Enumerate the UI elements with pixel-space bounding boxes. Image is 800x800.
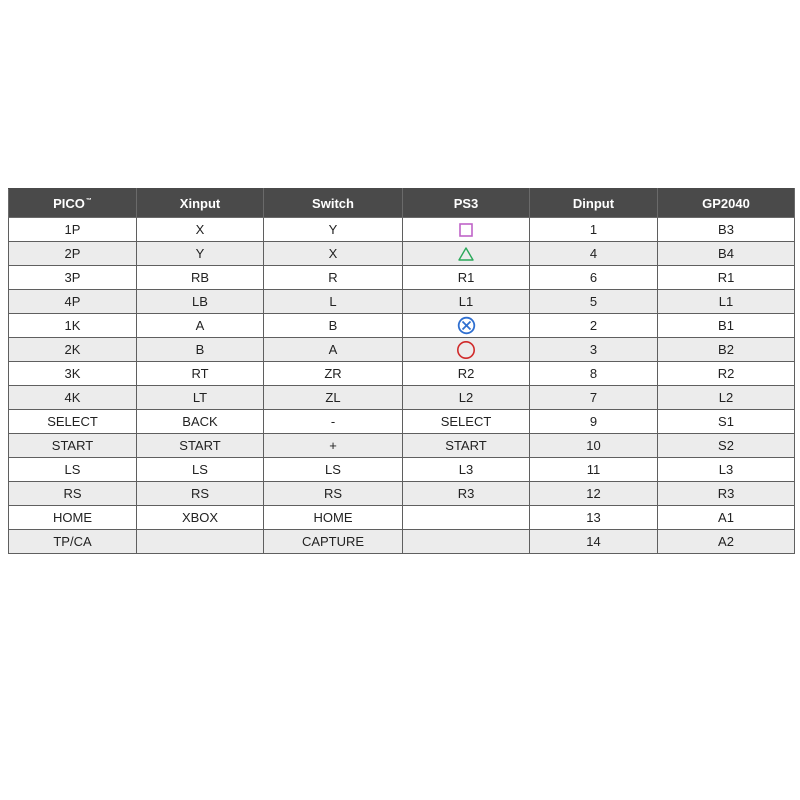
cell-xinput: LT [137, 386, 264, 410]
cell-switch: LS [264, 458, 403, 482]
header-xinput: Xinput [137, 189, 264, 218]
cell-dinput: 4 [530, 242, 658, 266]
button-mapping-table [8, 188, 795, 554]
table-row [9, 530, 795, 554]
cell-dinput: 12 [530, 482, 658, 506]
cell-pico: 1P [9, 218, 137, 242]
cell-ps3 [403, 218, 530, 242]
cell-gp2040: B2 [658, 338, 795, 362]
cell-switch: L [264, 290, 403, 314]
cell-gp2040: R2 [658, 362, 795, 386]
cell-switch: + [264, 434, 403, 458]
cell-dinput: 6 [530, 266, 658, 290]
table-row [9, 482, 795, 506]
cell-pico: 2P [9, 242, 137, 266]
cell-xinput: RT [137, 362, 264, 386]
square-icon [458, 222, 474, 238]
cell-pico: TP/CA [9, 530, 137, 554]
cell-dinput: 3 [530, 338, 658, 362]
cell-xinput: B [137, 338, 264, 362]
cell-xinput [137, 530, 264, 554]
cell-gp2040: A2 [658, 530, 795, 554]
header-pico-label: PICO [53, 195, 85, 211]
cell-xinput: Y [137, 242, 264, 266]
cell-switch: Y [264, 218, 403, 242]
cell-ps3 [403, 314, 530, 338]
cell-dinput: 14 [530, 530, 658, 554]
cell-dinput: 11 [530, 458, 658, 482]
header-pico-trademark: ™ [85, 198, 92, 205]
cell-dinput: 1 [530, 218, 658, 242]
cell-ps3: L3 [403, 458, 530, 482]
cell-ps3 [403, 506, 530, 530]
triangle-icon [457, 246, 475, 262]
table-row [9, 290, 795, 314]
cell-dinput: 5 [530, 290, 658, 314]
cell-ps3: R2 [403, 362, 530, 386]
cell-gp2040: R3 [658, 482, 795, 506]
cell-ps3: L1 [403, 290, 530, 314]
cell-switch: R [264, 266, 403, 290]
header-ps3: PS3 [403, 189, 530, 218]
cell-xinput: A [137, 314, 264, 338]
cell-xinput: XBOX [137, 506, 264, 530]
cell-switch: CAPTURE [264, 530, 403, 554]
cell-pico: RS [9, 482, 137, 506]
cell-xinput: LS [137, 458, 264, 482]
cell-gp2040: S2 [658, 434, 795, 458]
table-row [9, 218, 795, 242]
cell-gp2040: L3 [658, 458, 795, 482]
cell-xinput: BACK [137, 410, 264, 434]
table-row [9, 314, 795, 338]
table-row [9, 362, 795, 386]
cell-pico: 3K [9, 362, 137, 386]
cell-pico: 4P [9, 290, 137, 314]
cell-ps3 [403, 242, 530, 266]
table-row [9, 458, 795, 482]
cell-pico: LS [9, 458, 137, 482]
header-switch: Switch [264, 189, 403, 218]
cell-switch: RS [264, 482, 403, 506]
cell-ps3: L2 [403, 386, 530, 410]
cell-switch: X [264, 242, 403, 266]
cell-gp2040: L2 [658, 386, 795, 410]
table-row [9, 338, 795, 362]
cell-ps3: R1 [403, 266, 530, 290]
table-row [9, 434, 795, 458]
cross-icon [457, 316, 476, 335]
cell-dinput: 10 [530, 434, 658, 458]
cell-gp2040: S1 [658, 410, 795, 434]
cell-pico: SELECT [9, 410, 137, 434]
cell-gp2040: B3 [658, 218, 795, 242]
cell-xinput: LB [137, 290, 264, 314]
cell-pico: START [9, 434, 137, 458]
cell-gp2040: R1 [658, 266, 795, 290]
cell-pico: 3P [9, 266, 137, 290]
cell-pico: 4K [9, 386, 137, 410]
header-gp2040: GP2040 [658, 189, 795, 218]
cell-ps3: R3 [403, 482, 530, 506]
cell-pico: HOME [9, 506, 137, 530]
table-row [9, 266, 795, 290]
cell-gp2040: B4 [658, 242, 795, 266]
cell-switch: HOME [264, 506, 403, 530]
cell-ps3: START [403, 434, 530, 458]
cell-switch: ZR [264, 362, 403, 386]
cell-dinput: 13 [530, 506, 658, 530]
table-header [9, 189, 795, 218]
cell-ps3: SELECT [403, 410, 530, 434]
cell-switch: A [264, 338, 403, 362]
cell-gp2040: L1 [658, 290, 795, 314]
table-row [9, 242, 795, 266]
cell-dinput: 2 [530, 314, 658, 338]
header-pico [9, 189, 137, 218]
cell-ps3 [403, 338, 530, 362]
cell-dinput: 8 [530, 362, 658, 386]
cell-xinput: X [137, 218, 264, 242]
table-row [9, 410, 795, 434]
cell-gp2040: A1 [658, 506, 795, 530]
cell-switch: B [264, 314, 403, 338]
cell-gp2040: B1 [658, 314, 795, 338]
cell-xinput: START [137, 434, 264, 458]
cell-dinput: 7 [530, 386, 658, 410]
table-row [9, 506, 795, 530]
cell-pico: 2K [9, 338, 137, 362]
cell-pico: 1K [9, 314, 137, 338]
header-dinput: Dinput [530, 189, 658, 218]
cell-switch: - [264, 410, 403, 434]
circle-icon [456, 340, 476, 360]
cell-xinput: RS [137, 482, 264, 506]
cell-switch: ZL [264, 386, 403, 410]
table-body [9, 218, 795, 554]
table-row [9, 386, 795, 410]
cell-dinput: 9 [530, 410, 658, 434]
cell-ps3 [403, 530, 530, 554]
cell-xinput: RB [137, 266, 264, 290]
header-row [9, 189, 795, 218]
